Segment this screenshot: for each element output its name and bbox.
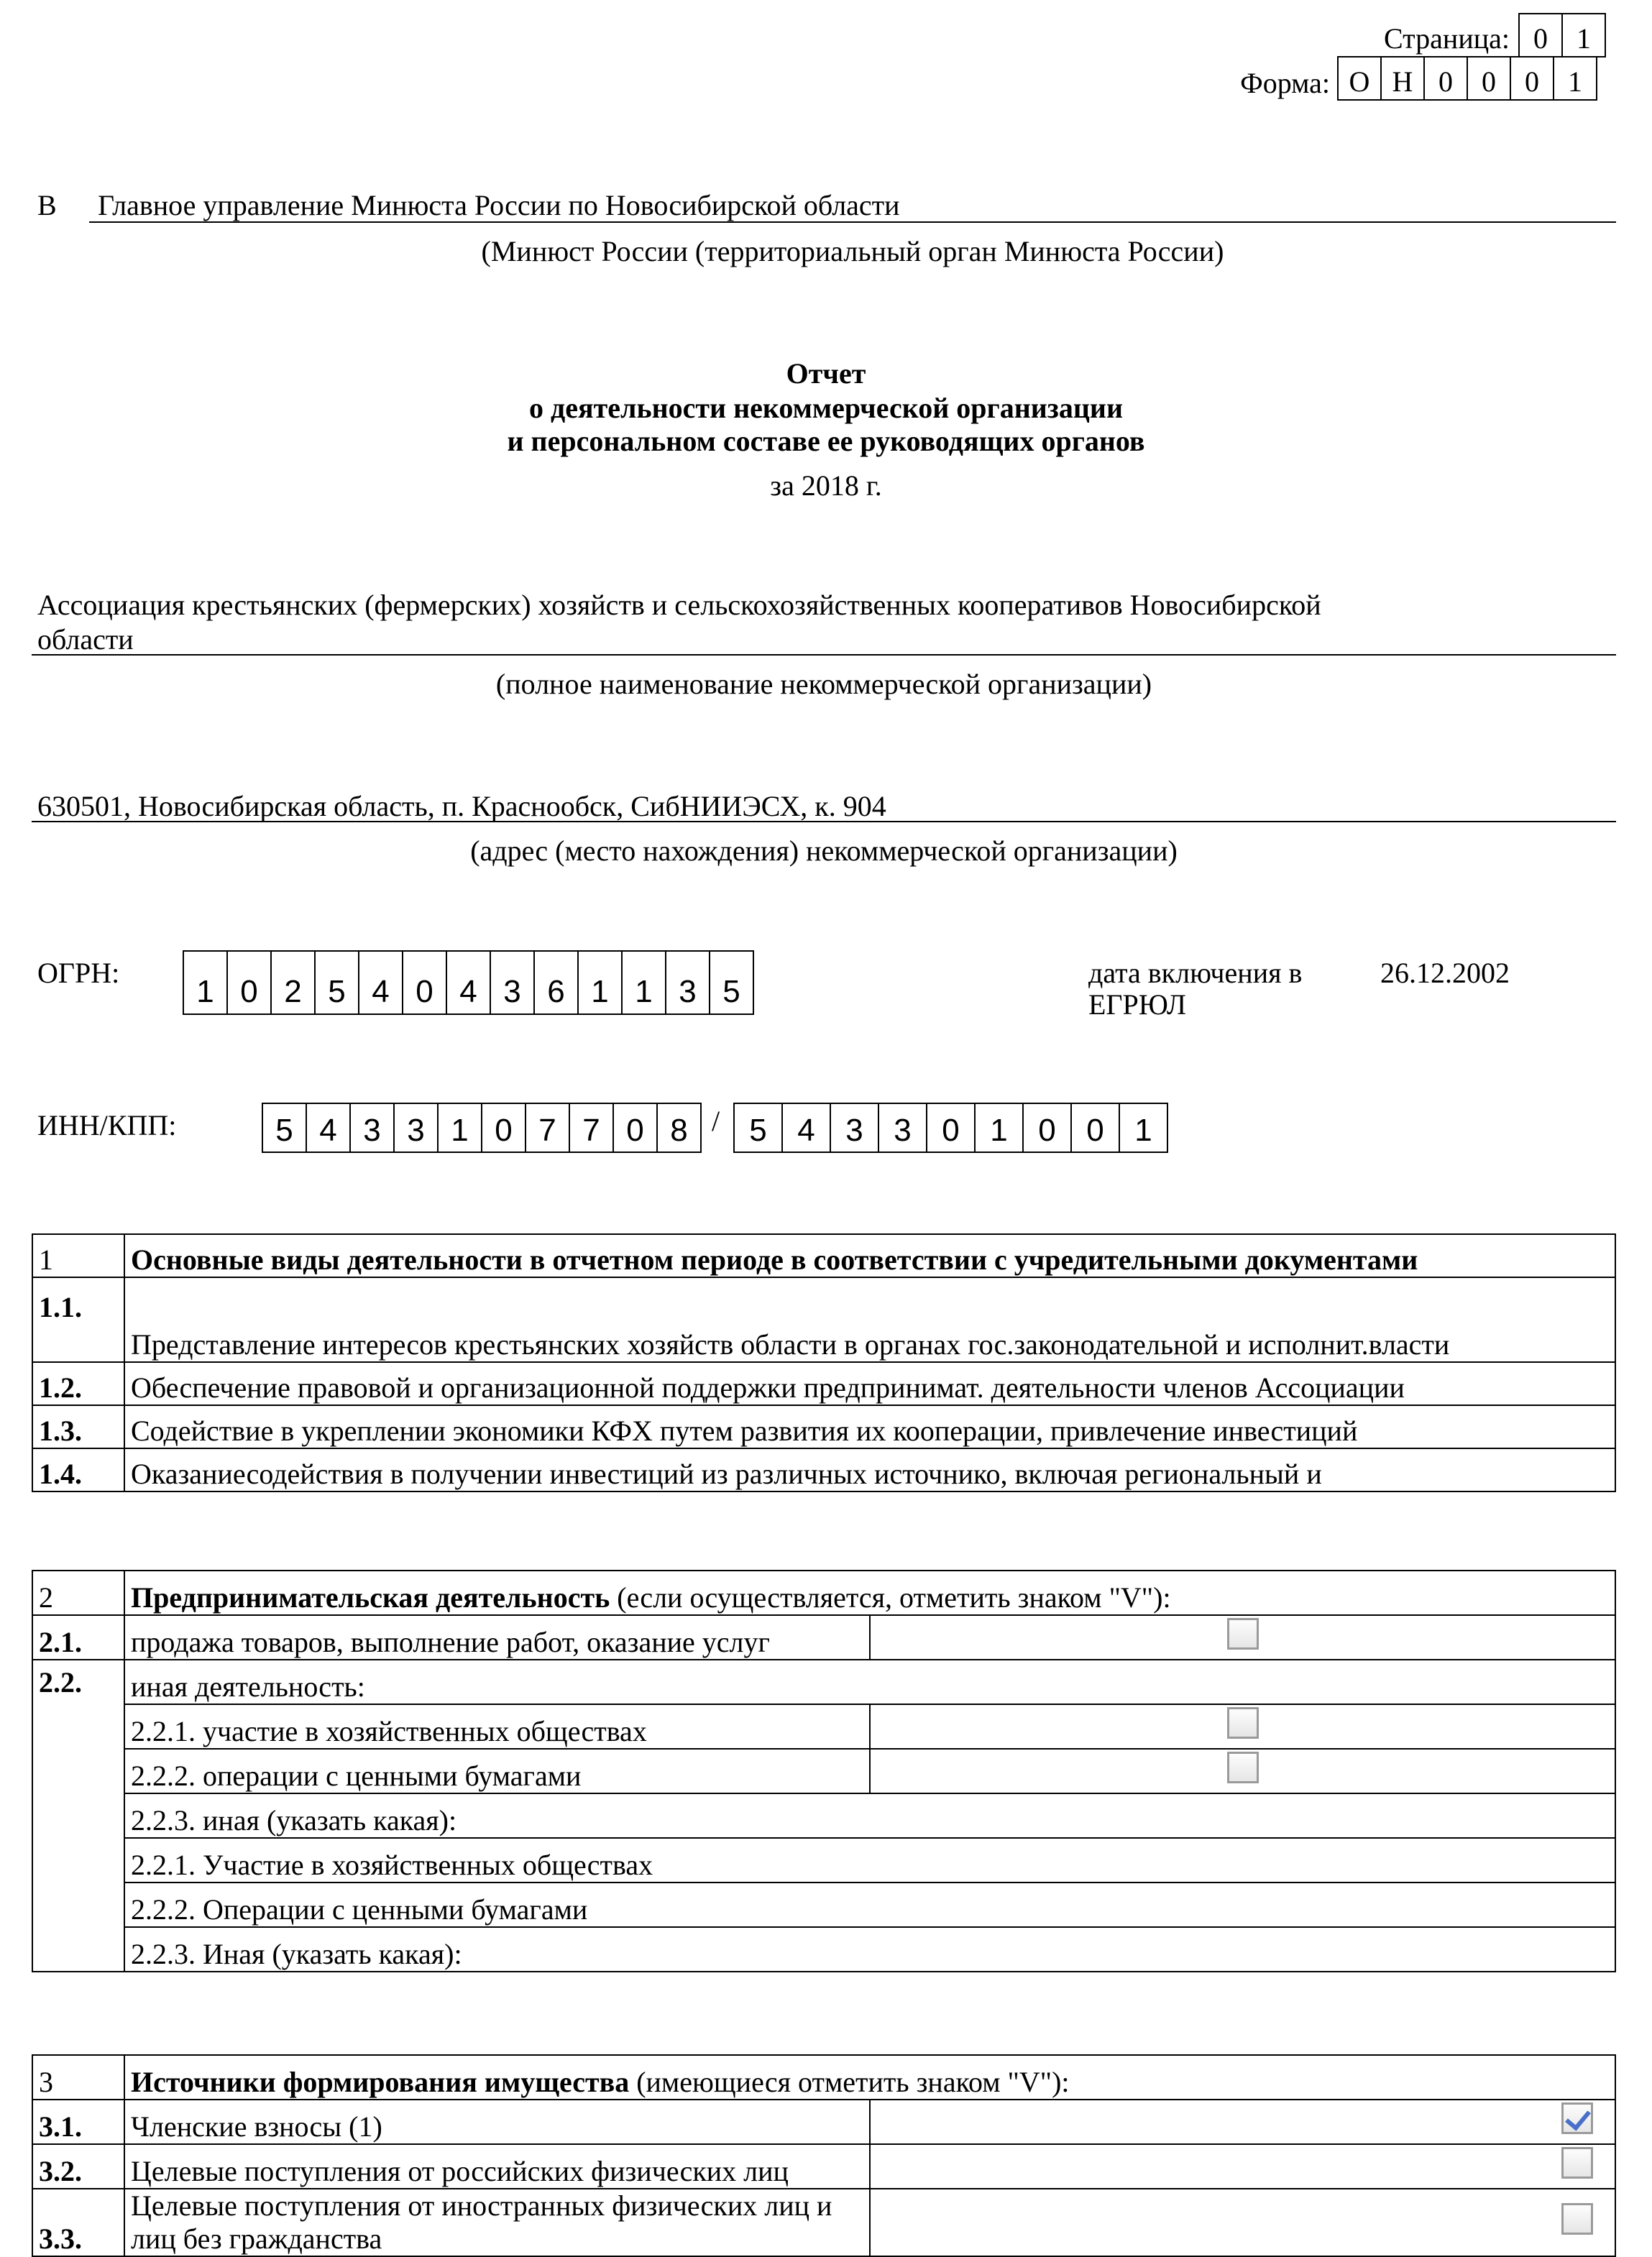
- section-3-note: (имеющиеся отметить знаком "V"):: [629, 2066, 1070, 2098]
- kpp-cells: [733, 1103, 1168, 1153]
- row-text: Содействие в укреплении экономики КФХ путем развития их кооперации, привлечение инвестиций: [124, 1405, 1615, 1448]
- table-row: [32, 2144, 1615, 2189]
- page-digit: 1: [1577, 22, 1591, 55]
- kpp-digit: 4: [783, 1104, 831, 1152]
- form-code-cells: [1337, 56, 1597, 101]
- row-text: Целевые поступления от российских физических лиц: [124, 2144, 870, 2189]
- section-2-title: Предпринимательская деятельность: [131, 1581, 610, 1614]
- table-row: [32, 1838, 1615, 1883]
- checkbox-cell: [870, 2189, 1615, 2256]
- ogrn-digit: 1: [184, 952, 228, 1013]
- ogrn-digit: 3: [491, 952, 535, 1013]
- inn-digit: 7: [570, 1104, 614, 1152]
- section-3-header: [32, 2055, 1615, 2100]
- checkbox-cell: [870, 2100, 1615, 2144]
- report-title: Отчет: [786, 357, 866, 390]
- ogrn-digit: 0: [228, 952, 272, 1013]
- section-3-title: Источники формирования имущества: [131, 2066, 630, 2098]
- form-char: 1: [1568, 65, 1582, 98]
- row-number: 3.2.: [32, 2144, 124, 2189]
- row-text: Оказаниесодействия в получении инвестиций из различных источнико, включая региональный и: [124, 1448, 1615, 1491]
- page-number-cells: [1518, 13, 1606, 58]
- kpp-digit: 0: [1024, 1104, 1072, 1152]
- row-text: Целевые поступления от иностранных физических лиц и лиц без гражданства: [124, 2189, 870, 2256]
- inn-kpp-separator: /: [712, 1105, 720, 1137]
- org-address-caption: (адрес (место нахождения) некоммерческой организации): [470, 835, 1178, 867]
- inn-digit: 0: [614, 1104, 658, 1152]
- ogrn-digit: 5: [722, 974, 740, 1009]
- checkbox-cell: [870, 1749, 1615, 1793]
- row-text: Членские взносы (1): [124, 2100, 870, 2144]
- section-2-number: 2: [32, 1571, 124, 1615]
- section-1-number: 1: [32, 1234, 124, 1277]
- addressee-caption: (Минюст России (территориальный орган Минюста России): [481, 235, 1224, 267]
- inn-kpp-label: ИНН/КПП:: [37, 1109, 177, 1141]
- row-text: 2.2.2. Операции с ценными бумагами: [124, 1883, 1615, 1927]
- checkbox-3-3[interactable]: [1561, 2203, 1593, 2235]
- section-1-table: [32, 1233, 1616, 1492]
- row-text: продажа товаров, выполнение работ, оказание услуг: [124, 1615, 870, 1660]
- ogrn-digit: 1: [623, 952, 666, 1013]
- page-label: Страница:: [1384, 22, 1510, 55]
- row-number: 3.3.: [32, 2189, 124, 2256]
- row-text: 2.2.2. операции с ценными бумагами: [124, 1749, 870, 1793]
- row-number: 2.2.: [32, 1660, 124, 1972]
- table-row: [32, 1277, 1615, 1362]
- section-2-note: (если осуществляется, отметить знаком "V"):: [610, 1581, 1171, 1614]
- egrul-date-label-1: дата включения в: [1088, 957, 1303, 989]
- ogrn-digit: 6: [535, 952, 579, 1013]
- inn-digit: 7: [526, 1104, 570, 1152]
- form-char: О: [1339, 58, 1382, 99]
- report-subtitle-2: и персональном составе ее руководящих органов: [507, 425, 1145, 457]
- table-row: [32, 1793, 1615, 1838]
- inn-digit: 0: [482, 1104, 526, 1152]
- section-3-heading: [124, 2055, 1615, 2100]
- addressee-underline: [89, 221, 1616, 223]
- table-row: [32, 1704, 1615, 1749]
- section-1-title: Основные виды деятельности в отчетном периоде в соответствии с учредительными документами: [124, 1234, 1615, 1277]
- form-char: 0: [1511, 58, 1554, 99]
- table-row: [32, 1660, 1615, 1704]
- kpp-digit: 0: [927, 1104, 976, 1152]
- ogrn-cells: [183, 950, 754, 1015]
- ogrn-digit: 4: [447, 952, 491, 1013]
- checkbox-2-2-1[interactable]: [1227, 1707, 1259, 1739]
- inn-digit: 3: [351, 1104, 395, 1152]
- inn-digit: 8: [670, 1113, 688, 1148]
- row-number: 2.1.: [32, 1615, 124, 1660]
- ogrn-digit: 5: [316, 952, 359, 1013]
- org-name-underline: [32, 654, 1616, 656]
- report-subtitle-1: о деятельности некоммерческой организации: [528, 392, 1123, 424]
- egrul-date-label-2: ЕГРЮЛ: [1088, 988, 1187, 1021]
- section-2-heading: [124, 1571, 1615, 1615]
- ogrn-digit: 4: [359, 952, 403, 1013]
- org-name-line2: области: [37, 623, 134, 656]
- checkbox-3-2[interactable]: [1561, 2147, 1593, 2179]
- table-row: [32, 2189, 1615, 2256]
- checkbox-cell: [870, 1615, 1615, 1660]
- addressee-value: Главное управление Минюста России по Новосибирской области: [98, 189, 900, 221]
- table-row: [32, 1405, 1615, 1448]
- section-3-number: 3: [32, 2055, 124, 2100]
- row-text: 2.2.3. Иная (указать какая):: [124, 1927, 1615, 1972]
- kpp-digit: 3: [879, 1104, 927, 1152]
- form-char: 0: [1468, 58, 1511, 99]
- org-address: 630501, Новосибирская область, п. Краснообск, СибНИИЭСХ, к. 904: [37, 790, 886, 822]
- inn-digit: 5: [263, 1104, 307, 1152]
- table-row: [32, 2100, 1615, 2144]
- ogrn-digit: 0: [403, 952, 447, 1013]
- section-1-header: [32, 1234, 1615, 1277]
- kpp-digit: 5: [735, 1104, 783, 1152]
- org-name-caption: (полное наименование некоммерческой организации): [495, 668, 1152, 700]
- section-3-table: [32, 2054, 1616, 2257]
- table-row: [32, 1362, 1615, 1405]
- report-period: за 2018 г.: [770, 469, 882, 502]
- table-row: [32, 1615, 1615, 1660]
- inn-cells: [262, 1103, 702, 1153]
- ogrn-digit: 2: [272, 952, 316, 1013]
- kpp-digit: 1: [976, 1104, 1024, 1152]
- inn-digit: 4: [307, 1104, 351, 1152]
- row-text: 2.2.3. иная (указать какая):: [124, 1793, 1615, 1838]
- table-row: [32, 1883, 1615, 1927]
- row-number: 1.1.: [32, 1277, 124, 1362]
- table-row: [32, 1448, 1615, 1491]
- kpp-digit: 3: [831, 1104, 879, 1152]
- form-char: 0: [1425, 58, 1468, 99]
- table-row: [32, 1927, 1615, 1972]
- row-number: 1.2.: [32, 1362, 124, 1405]
- section-2-header: [32, 1571, 1615, 1615]
- org-name-line1: Ассоциация крестьянских (фермерских) хозяйств и сельскохозяйственных кооперативов Новосибирской: [37, 589, 1321, 621]
- form-char: Н: [1382, 58, 1425, 99]
- ogrn-digit: 1: [579, 952, 623, 1013]
- row-text: 2.2.1. Участие в хозяйственных обществах: [124, 1838, 1615, 1883]
- form-label: Форма:: [1240, 67, 1330, 99]
- row-text: Представление интересов крестьянских хозяйств области в органах гос.законодательной и исполнит.власти: [124, 1277, 1615, 1362]
- table-row: [32, 1749, 1615, 1793]
- addressee-prefix: В: [37, 189, 57, 221]
- row-text: Обеспечение правовой и организационной поддержки предпринимат. деятельности членов Ассоциации: [124, 1362, 1615, 1405]
- kpp-digit: 0: [1072, 1104, 1120, 1152]
- row-text: иная деятельность:: [124, 1660, 1615, 1704]
- inn-digit: 1: [439, 1104, 482, 1152]
- kpp-digit: 1: [1134, 1113, 1152, 1148]
- org-address-underline: [32, 821, 1616, 822]
- checkbox-2-1[interactable]: [1227, 1618, 1259, 1650]
- checkbox-cell: [870, 2144, 1615, 2189]
- ogrn-label: ОГРН:: [37, 957, 120, 989]
- ogrn-digit: 3: [666, 952, 710, 1013]
- row-number: 1.3.: [32, 1405, 124, 1448]
- checkbox-2-2-2[interactable]: [1227, 1752, 1259, 1783]
- row-number: 1.4.: [32, 1448, 124, 1491]
- row-text: 2.2.1. участие в хозяйственных обществах: [124, 1704, 870, 1749]
- section-2-table: [32, 1570, 1616, 1972]
- row-number: 3.1.: [32, 2100, 124, 2144]
- inn-digit: 3: [395, 1104, 439, 1152]
- checkbox-3-1[interactable]: [1561, 2102, 1593, 2134]
- page-digit: 0: [1520, 14, 1563, 56]
- egrul-date-value: 26.12.2002: [1380, 957, 1510, 989]
- checkbox-cell: [870, 1704, 1615, 1749]
